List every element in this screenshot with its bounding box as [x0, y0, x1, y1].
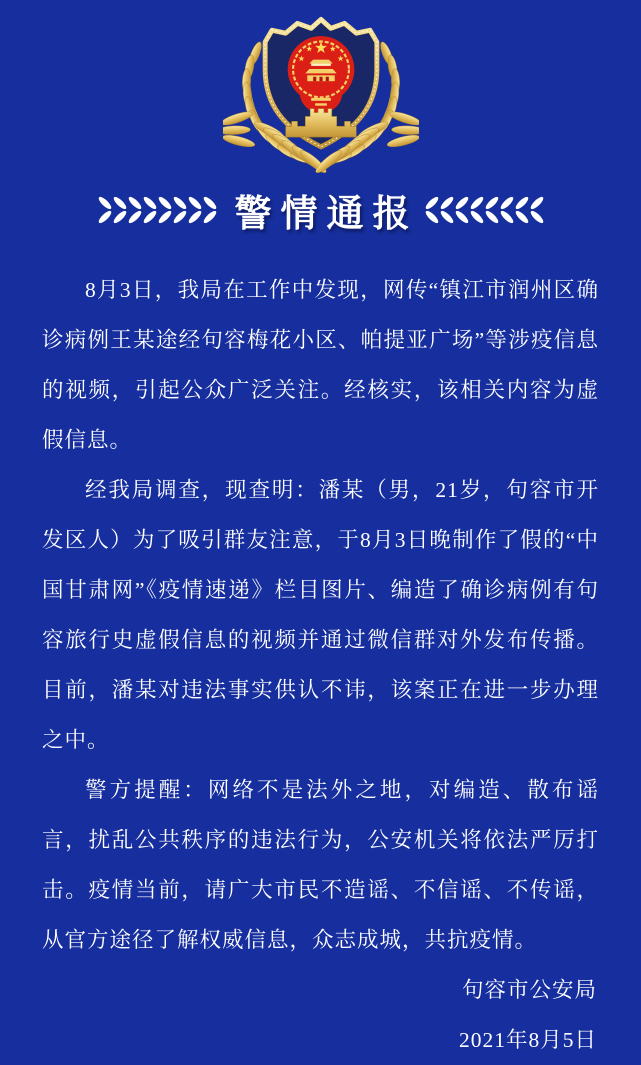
chevrons-left-icon [423, 188, 545, 232]
signature-date: 2021年8月5日 [458, 1028, 597, 1052]
notice-paragraph-1: 8月3日，我局在工作中发现，网传“镇江市润州区确诊病例王某途经句容梅花小区、帕提亚广场”等涉疫信息的视频，引起公众广泛关注。经核实，该相关内容为虚假信息。 [42, 278, 599, 452]
notice-title: 警情通报 [234, 193, 419, 234]
badge-container [0, 0, 641, 177]
police-badge-icon [223, 5, 419, 177]
signature-agency: 句容市公安局 [461, 978, 597, 1002]
chevrons-right-icon [97, 188, 219, 232]
notice-body [0, 265, 641, 965]
notice-paragraph-2: 经我局调查，现查明：潘某（男，21岁，句容市开发区人）为了吸引群友注意，于8月3日晚制作了假的“中国甘肃网”《疫情速递》栏目图片、编造了确诊病例有句容旅行史虚假信息的视频并通过微信群对外发布传播。目前，潘某对违法事实供认不讳，该案正在进一步办理之中。 [42, 478, 599, 752]
notice-title-row [0, 183, 641, 237]
notice-paragraph-3: 警方提醒：网络不是法外之地，对编造、散布谣言，扰乱公共秩序的违法行为，公安机关将依法严厉打击。疫情当前，请广大市民不造谣、不信谣、不传谣，从官方途径了解权威信息，众志成城，共抗疫情。 [42, 778, 599, 952]
signature-block [0, 965, 641, 1065]
